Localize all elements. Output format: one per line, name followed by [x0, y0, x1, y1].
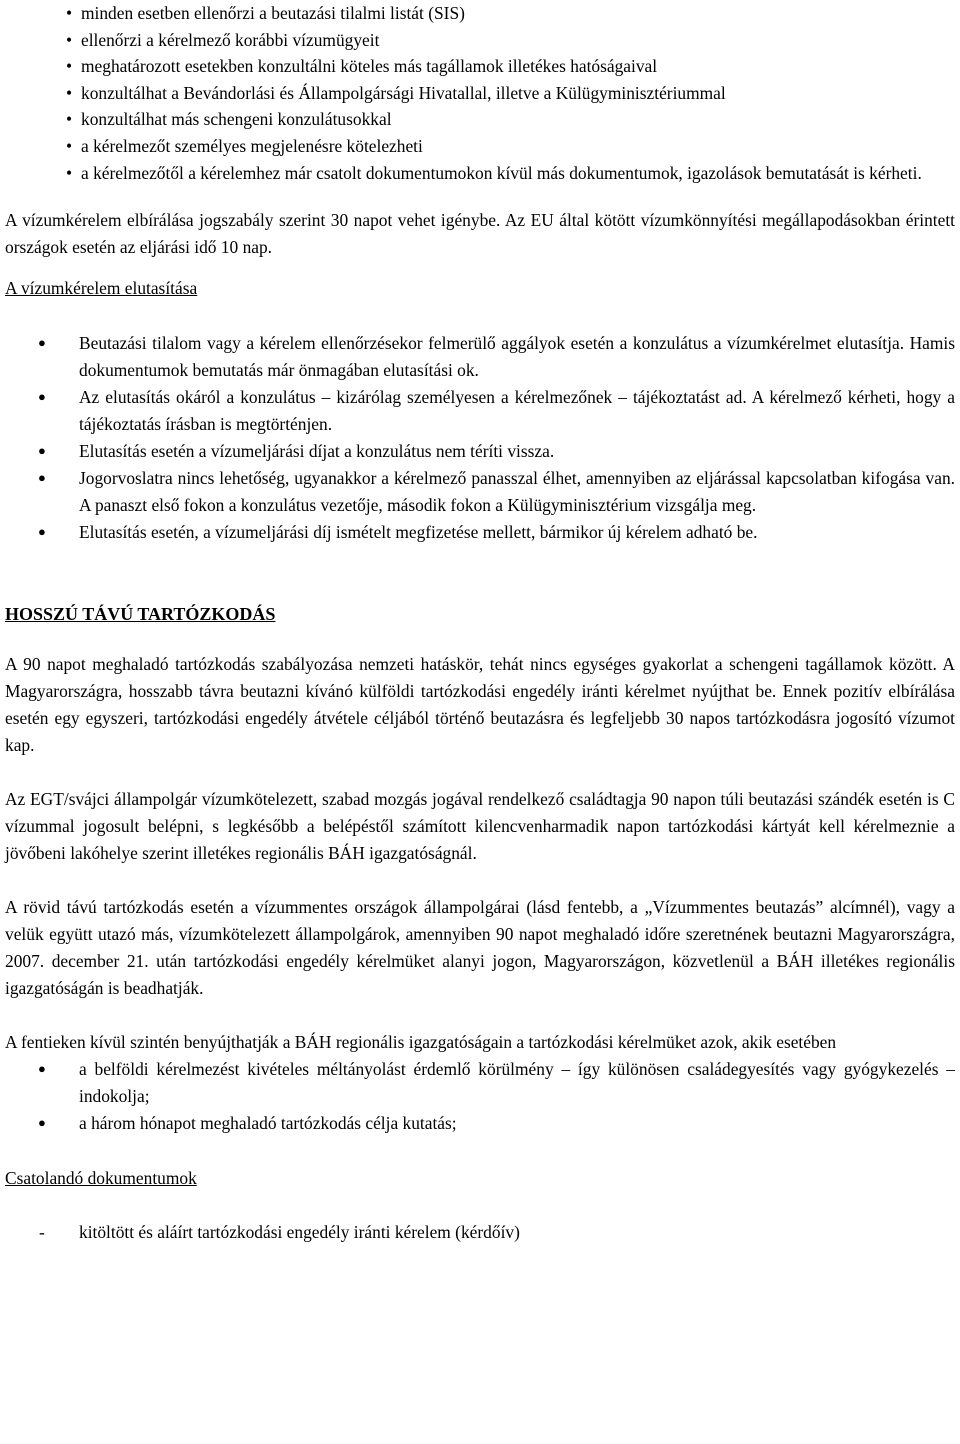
list-item: ● a belföldi kérelmezést kivételes méltányolást érdemlő körülmény – így különösen családegyesítés vagy gyógykezelés – indokolja;	[79, 1056, 955, 1110]
processing-paragraph: A vízumkérelem elbírálása jogszabály szerint 30 napot vehet igénybe. Az EU által kötött vízumkönnyítési megállapodásokban érintett országok esetén az eljárási idő 10 nap.	[5, 210, 955, 258]
list-item: • ellenőrzi a kérelmező korábbi vízumügyeit	[81, 27, 955, 54]
documents-list	[5, 1219, 955, 1246]
list-item: • konzultálhat a Bevándorlási és Állampolgársági Hivatallal, illetve a Külügyminisztériummal	[81, 80, 955, 107]
list-item: • a kérelmezőtől a kérelemhez már csatolt dokumentumokon kívül más dokumentumok, igazolások bemutatását is kérheti.	[81, 160, 955, 187]
list-item: • meghatározott esetekben konzultálni köteles más tagállamok illetékes hatóságaival	[81, 53, 955, 80]
list-item: ● Elutasítás esetén, a vízumeljárási díj ismételt megfizetése mellett, bármikor új kérelem adható be.	[79, 519, 955, 546]
visa-checks-list	[5, 0, 955, 186]
long-stay-paragraph-4: A fentieken kívül szintén benyújthatják a BÁH regionális igazgatóságain a tartózkodási kérelmüket azok, akik esetében	[5, 1032, 837, 1053]
list-item: • konzultálhat más schengeni konzulátusokkal	[81, 106, 955, 133]
rejection-heading: A vízumkérelem elutasítása	[5, 278, 198, 299]
rejection-list	[5, 330, 955, 546]
list-item: • a kérelmezőt személyes megjelenésre kötelezheti	[81, 133, 955, 160]
special-cases-list	[5, 1056, 955, 1137]
long-stay-paragraph-3: A rövid távú tartózkodás esetén a vízummentes országok állampolgárai (lásd fentebb, a „Vízummentes beutazás” alcímnél), vagy a velük együtt utazó más, vízumkötelezett állampolgárok, amennyiben 90 napot meghaladó időre szeretnének beutazni Magyarországra, 2007. december 21. után tartózkodási engedély kérelmüket alanyi jogon, Magyarországon, közvetlenül a BÁH illetékes regionális igazgatóságán is beadhatják.	[5, 897, 955, 999]
list-item: ● Elutasítás esetén a vízumeljárási díjat a konzulátus nem téríti vissza.	[79, 438, 955, 465]
list-item: ● Jogorvoslatra nincs lehetőség, ugyanakkor a kérelmező panasszal élhet, amennyiben az eljárással kapcsolatban kifogása van. A panaszt első fokon a konzulátus vezetője, második fokon a Külügyminisztérium vizsgálja meg.	[79, 465, 955, 519]
long-stay-paragraph-1: A 90 napot meghaladó tartózkodás szabályozása nemzeti hatáskör, tehát nincs egységes gyakorlat a schengeni tagállamok között. A Magyarországra, hosszabb távra beutazni kívánó külföldi tartózkodási engedély iránti kérelmet nyújthat be. Ennek pozitív elbírálása esetén egy egyszeri, tartózkodási engedély átvétele céljából történő beutazásra és legfeljebb 30 napos tartózkodásra jogosító vízumot kap.	[5, 654, 955, 756]
long-stay-paragraph-2: Az EGT/svájci állampolgár vízumkötelezett, szabad mozgás jogával rendelkező családtagja 90 napon túli beutazási szándék esetén is C vízummal jogosult belépni, s legkésőbb a belépéstől számított kilencvenharmadik napon tartózkodási kártyát kell kérelmeznie a jövőbeni lakóhelye szerint illetékes regionális BÁH igazgatóságnál.	[5, 789, 955, 864]
list-item: ● Beutazási tilalom vagy a kérelem ellenőrzésekor felmerülő aggályok esetén a konzulátus a vízumkérelmet elutasítja. Hamis dokumentumok bemutatás már önmagában elutasítási ok.	[79, 330, 955, 384]
documents-heading: Csatolandó dokumentumok	[5, 1168, 197, 1189]
long-stay-heading: HOSSZÚ TÁVÚ TARTÓZKODÁS	[5, 604, 276, 625]
list-item: • minden esetben ellenőrzi a beutazási tilalmi listát (SIS)	[81, 0, 955, 27]
list-item: ● Az elutasítás okáról a konzulátus – kizárólag személyesen a kérelmezőnek – tájékoztatást ad. A kérelmező kérheti, hogy a tájékoztatás írásban is megtörténjen.	[79, 384, 955, 438]
list-item: ● a három hónapot meghaladó tartózkodás célja kutatás;	[79, 1110, 955, 1137]
list-item: - kitöltött és aláírt tartózkodási engedély iránti kérelem (kérdőív)	[79, 1219, 955, 1246]
